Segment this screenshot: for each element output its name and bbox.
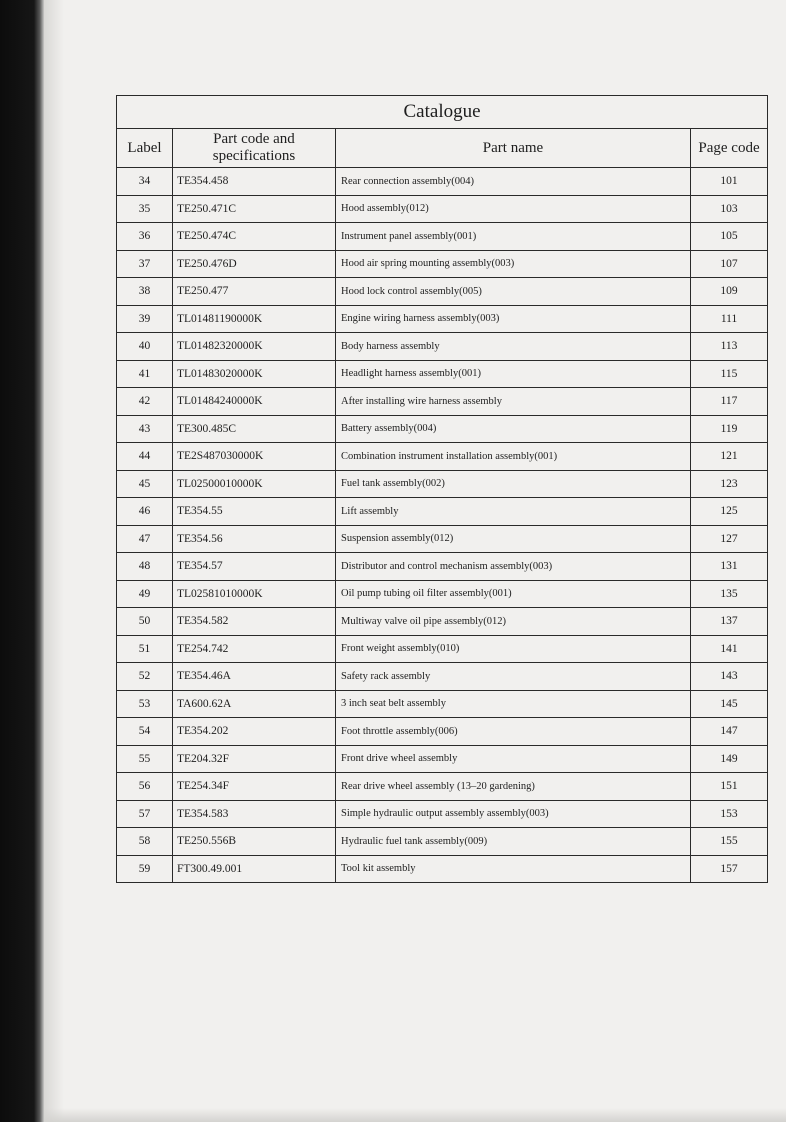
row-page-code: 119 (691, 415, 768, 443)
row-part-code: TE250.471C (173, 195, 336, 223)
row-part-name: After installing wire harness assembly (336, 388, 691, 416)
row-part-code: TE354.55 (173, 498, 336, 526)
table-row (117, 195, 768, 223)
row-part-code: TE250.556B (173, 828, 336, 856)
row-page-code: 103 (691, 195, 768, 223)
row-part-name: Simple hydraulic output assembly assembly(003) (336, 800, 691, 828)
row-label: 42 (117, 388, 173, 416)
row-label: 48 (117, 553, 173, 581)
table-row (117, 553, 768, 581)
catalogue-table (116, 95, 768, 883)
row-part-code: TE354.458 (173, 168, 336, 196)
row-part-code: TE2S487030000K (173, 443, 336, 471)
row-part-code: TL02500010000K (173, 470, 336, 498)
row-page-code: 115 (691, 360, 768, 388)
row-part-name: 3 inch seat belt assembly (336, 690, 691, 718)
row-page-code: 157 (691, 855, 768, 883)
row-page-code: 153 (691, 800, 768, 828)
row-part-code: TL01483020000K (173, 360, 336, 388)
table-row (117, 250, 768, 278)
row-page-code: 113 (691, 333, 768, 361)
row-part-name: Suspension assembly(012) (336, 525, 691, 553)
table-row (117, 635, 768, 663)
row-part-name: Battery assembly(004) (336, 415, 691, 443)
row-page-code: 143 (691, 663, 768, 691)
table-row (117, 360, 768, 388)
header-part-name: Part name (336, 129, 691, 168)
row-label: 40 (117, 333, 173, 361)
row-page-code: 155 (691, 828, 768, 856)
row-page-code: 109 (691, 278, 768, 306)
table-row (117, 498, 768, 526)
table-row (117, 223, 768, 251)
table-row (117, 608, 768, 636)
row-label: 54 (117, 718, 173, 746)
row-label: 34 (117, 168, 173, 196)
row-label: 57 (117, 800, 173, 828)
row-part-name: Instrument panel assembly(001) (336, 223, 691, 251)
row-page-code: 149 (691, 745, 768, 773)
row-part-name: Hood assembly(012) (336, 195, 691, 223)
row-label: 49 (117, 580, 173, 608)
row-part-name: Hood lock control assembly(005) (336, 278, 691, 306)
row-part-name: Headlight harness assembly(001) (336, 360, 691, 388)
row-page-code: 145 (691, 690, 768, 718)
header-part-code: Part code and specifications (173, 129, 336, 168)
table-row (117, 278, 768, 306)
row-label: 44 (117, 443, 173, 471)
row-part-code: TE354.582 (173, 608, 336, 636)
row-part-name: Combination instrument installation assembly(001) (336, 443, 691, 471)
table-row (117, 855, 768, 883)
row-page-code: 147 (691, 718, 768, 746)
table-row (117, 525, 768, 553)
row-label: 36 (117, 223, 173, 251)
row-page-code: 107 (691, 250, 768, 278)
row-page-code: 141 (691, 635, 768, 663)
row-page-code: 121 (691, 443, 768, 471)
row-page-code: 123 (691, 470, 768, 498)
row-part-name: Hydraulic fuel tank assembly(009) (336, 828, 691, 856)
table-row (117, 690, 768, 718)
table-row (117, 443, 768, 471)
row-part-code: TE354.46A (173, 663, 336, 691)
row-part-code: TL01481190000K (173, 305, 336, 333)
row-label: 46 (117, 498, 173, 526)
row-part-name: Foot throttle assembly(006) (336, 718, 691, 746)
row-label: 39 (117, 305, 173, 333)
row-part-code: TL02581010000K (173, 580, 336, 608)
row-page-code: 135 (691, 580, 768, 608)
row-part-code: TE300.485C (173, 415, 336, 443)
row-part-code: TE250.474C (173, 223, 336, 251)
row-label: 59 (117, 855, 173, 883)
row-part-name: Hood air spring mounting assembly(003) (336, 250, 691, 278)
row-part-name: Oil pump tubing oil filter assembly(001) (336, 580, 691, 608)
row-part-name: Fuel tank assembly(002) (336, 470, 691, 498)
row-label: 56 (117, 773, 173, 801)
row-page-code: 127 (691, 525, 768, 553)
row-page-code: 131 (691, 553, 768, 581)
row-part-name: Multiway valve oil pipe assembly(012) (336, 608, 691, 636)
table-row (117, 718, 768, 746)
table-row (117, 800, 768, 828)
row-part-code: TE250.477 (173, 278, 336, 306)
row-label: 52 (117, 663, 173, 691)
table-row (117, 415, 768, 443)
row-part-code: TE354.202 (173, 718, 336, 746)
row-label: 53 (117, 690, 173, 718)
table-row (117, 773, 768, 801)
row-part-code: TL01482320000K (173, 333, 336, 361)
row-part-code: TL01484240000K (173, 388, 336, 416)
row-part-name: Distributor and control mechanism assembly(003) (336, 553, 691, 581)
row-part-code: TE354.57 (173, 553, 336, 581)
page-gutter-shade (44, 0, 64, 1122)
header-row (117, 129, 768, 168)
row-part-name: Tool kit assembly (336, 855, 691, 883)
row-part-name: Safety rack assembly (336, 663, 691, 691)
row-part-name: Engine wiring harness assembly(003) (336, 305, 691, 333)
row-label: 38 (117, 278, 173, 306)
row-label: 45 (117, 470, 173, 498)
row-label: 51 (117, 635, 173, 663)
row-part-code: TA600.62A (173, 690, 336, 718)
header-page-code: Page code (691, 129, 768, 168)
row-label: 41 (117, 360, 173, 388)
row-part-name: Front drive wheel assembly (336, 745, 691, 773)
row-label: 37 (117, 250, 173, 278)
row-page-code: 101 (691, 168, 768, 196)
row-part-code: TE250.476D (173, 250, 336, 278)
row-part-code: TE204.32F (173, 745, 336, 773)
table-row (117, 470, 768, 498)
row-page-code: 151 (691, 773, 768, 801)
row-page-code: 125 (691, 498, 768, 526)
table-row (117, 663, 768, 691)
table-row (117, 580, 768, 608)
row-label: 55 (117, 745, 173, 773)
catalogue-title: Catalogue (117, 96, 768, 129)
row-label: 43 (117, 415, 173, 443)
row-page-code: 105 (691, 223, 768, 251)
row-part-name: Body harness assembly (336, 333, 691, 361)
row-part-name: Lift assembly (336, 498, 691, 526)
row-label: 58 (117, 828, 173, 856)
row-part-name: Rear connection assembly(004) (336, 168, 691, 196)
row-part-code: TE354.583 (173, 800, 336, 828)
row-part-name: Rear drive wheel assembly (13–20 gardening) (336, 773, 691, 801)
catalogue-body (117, 168, 768, 883)
header-label: Label (117, 129, 173, 168)
table-row (117, 168, 768, 196)
row-label: 47 (117, 525, 173, 553)
table-row (117, 333, 768, 361)
book-binding-shadow (0, 0, 44, 1122)
row-part-code: FT300.49.001 (173, 855, 336, 883)
row-part-name: Front weight assembly(010) (336, 635, 691, 663)
row-page-code: 117 (691, 388, 768, 416)
table-row (117, 828, 768, 856)
row-page-code: 137 (691, 608, 768, 636)
table-row (117, 305, 768, 333)
table-row (117, 388, 768, 416)
row-part-code: TE354.56 (173, 525, 336, 553)
row-page-code: 111 (691, 305, 768, 333)
row-label: 50 (117, 608, 173, 636)
page-bottom-shade (44, 1108, 786, 1122)
row-part-code: TE254.34F (173, 773, 336, 801)
row-label: 35 (117, 195, 173, 223)
table-row (117, 745, 768, 773)
row-part-code: TE254.742 (173, 635, 336, 663)
